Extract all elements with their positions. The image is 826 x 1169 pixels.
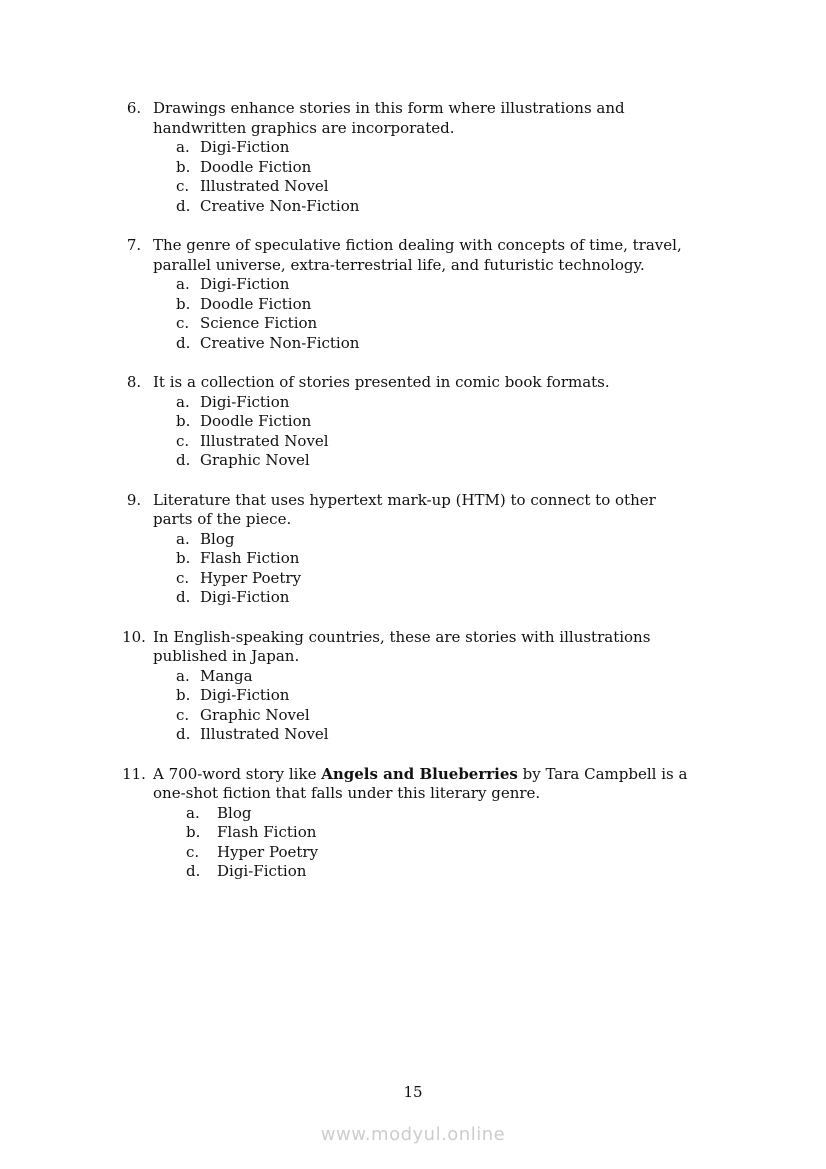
- option-letter: c.: [186, 842, 200, 861]
- option-a: [153, 667, 650, 687]
- option-b: [153, 412, 610, 432]
- option-text: Doodle Fiction: [200, 412, 312, 430]
- option-text: Illustrated Novel: [200, 725, 329, 743]
- option-text: Flash Fiction: [217, 823, 317, 841]
- option-letter: d.: [176, 333, 191, 352]
- option-a: [153, 275, 682, 295]
- question-text-segment: by Tara Campbell is a: [517, 764, 688, 783]
- question-text-line: parts of the piece.: [153, 510, 292, 528]
- option-b: [153, 295, 682, 315]
- question-text-line: In English-speaking countries, these are stories with illustrations: [153, 627, 651, 646]
- option-letter: a.: [176, 275, 190, 293]
- option-letter: c.: [176, 568, 190, 587]
- option-c: [153, 177, 625, 197]
- option-text: Manga: [200, 666, 253, 685]
- question-text-line: handwritten graphics are incorporated.: [153, 118, 455, 137]
- question-text-line: Drawings enhance stories in this form where illustrations and: [153, 99, 625, 117]
- option-letter: b.: [176, 157, 191, 176]
- option-text: Illustrated Novel: [200, 431, 329, 450]
- option-text: Digi-Fiction: [200, 588, 290, 606]
- option-d: [153, 725, 650, 745]
- option-text: Doodle Fiction: [200, 157, 312, 176]
- question-text-segment: A 700-word story like: [153, 764, 322, 783]
- option-letter: b.: [176, 294, 191, 313]
- option-text: Graphic Novel: [200, 451, 310, 469]
- question-9: [0, 491, 826, 608]
- option-text: Digi-Fiction: [217, 862, 307, 880]
- option-c: [153, 843, 687, 863]
- question-number: 6.: [126, 99, 142, 117]
- option-letter: c.: [176, 705, 190, 724]
- option-text: Doodle Fiction: [200, 294, 312, 313]
- option-letter: d.: [186, 862, 201, 880]
- option-d: [153, 451, 610, 471]
- option-a: [153, 393, 610, 413]
- option-c: [153, 569, 656, 589]
- question-text-line: published in Japan.: [153, 647, 300, 665]
- option-d: [153, 334, 682, 354]
- question-11: [0, 765, 826, 882]
- question-10: [0, 628, 826, 745]
- option-text: Digi-Fiction: [200, 275, 290, 293]
- option-letter: d.: [176, 725, 191, 743]
- option-text: Blog: [200, 529, 235, 548]
- option-letter: b.: [176, 549, 191, 567]
- option-d: [153, 588, 656, 608]
- option-letter: a.: [176, 392, 190, 411]
- option-letter: d.: [176, 588, 191, 606]
- option-text: Flash Fiction: [200, 549, 300, 567]
- option-c: [153, 432, 610, 452]
- option-d: [153, 197, 625, 217]
- option-text: Science Fiction: [200, 314, 318, 332]
- question-body: [153, 373, 610, 471]
- option-a: [153, 138, 625, 158]
- question-text-bold-title: Angels and Blueberries: [321, 764, 518, 783]
- option-text: Illustrated Novel: [200, 177, 329, 195]
- option-text: Blog: [217, 803, 252, 822]
- option-letter: c.: [176, 314, 190, 332]
- option-letter: a.: [176, 666, 190, 685]
- option-b: [153, 549, 656, 569]
- option-text: Hyper Poetry: [200, 568, 302, 587]
- option-d: [153, 862, 687, 882]
- option-letter: a.: [176, 529, 190, 548]
- option-letter: a.: [176, 138, 190, 156]
- question-body: [153, 491, 656, 608]
- option-c: [153, 314, 682, 334]
- option-text: Hyper Poetry: [217, 842, 319, 861]
- question-body: [153, 236, 682, 353]
- option-text: Digi-Fiction: [200, 392, 290, 411]
- option-letter: d.: [176, 196, 191, 215]
- option-letter: d.: [176, 451, 191, 469]
- question-8: [0, 373, 826, 471]
- option-text: Graphic Novel: [200, 705, 310, 724]
- question-7: [0, 236, 826, 353]
- question-6: [0, 99, 826, 216]
- option-a: [153, 804, 687, 824]
- question-number: 10.: [122, 627, 146, 646]
- question-text-line: Literature that uses hypertext mark-up (HTM) to connect to other: [153, 490, 656, 509]
- question-body: [153, 765, 687, 882]
- option-text: Creative Non-Fiction: [200, 333, 360, 352]
- question-text-line: It is a collection of stories presented in comic book formats.: [153, 373, 610, 391]
- watermark-text: www.modyul.online: [320, 1124, 506, 1145]
- option-letter: c.: [176, 431, 190, 450]
- question-body: [153, 628, 650, 745]
- option-letter: b.: [186, 823, 201, 841]
- page-number: 15: [403, 1083, 423, 1101]
- question-number: 11.: [122, 764, 146, 783]
- option-text: Digi-Fiction: [200, 138, 290, 156]
- option-letter: b.: [176, 686, 191, 704]
- question-list: [0, 99, 826, 902]
- option-letter: b.: [176, 412, 191, 430]
- question-text-line: The genre of speculative fiction dealing with concepts of time, travel,: [153, 236, 682, 254]
- question-number: 9.: [126, 490, 142, 509]
- option-b: [153, 686, 650, 706]
- question-number: 8.: [126, 373, 142, 391]
- option-b: [153, 823, 687, 843]
- question-number: 7.: [126, 236, 142, 254]
- question-text-line: [153, 765, 687, 785]
- question-body: [153, 99, 625, 216]
- question-text-line: parallel universe, extra-terrestrial life, and futuristic technology.: [153, 255, 645, 274]
- option-text: Digi-Fiction: [200, 686, 290, 704]
- option-letter: a.: [186, 803, 200, 822]
- option-b: [153, 158, 625, 178]
- option-a: [153, 530, 656, 550]
- option-letter: c.: [176, 177, 190, 195]
- option-c: [153, 706, 650, 726]
- option-text: Creative Non-Fiction: [200, 196, 360, 215]
- question-text-line: one-shot fiction that falls under this literary genre.: [153, 784, 541, 802]
